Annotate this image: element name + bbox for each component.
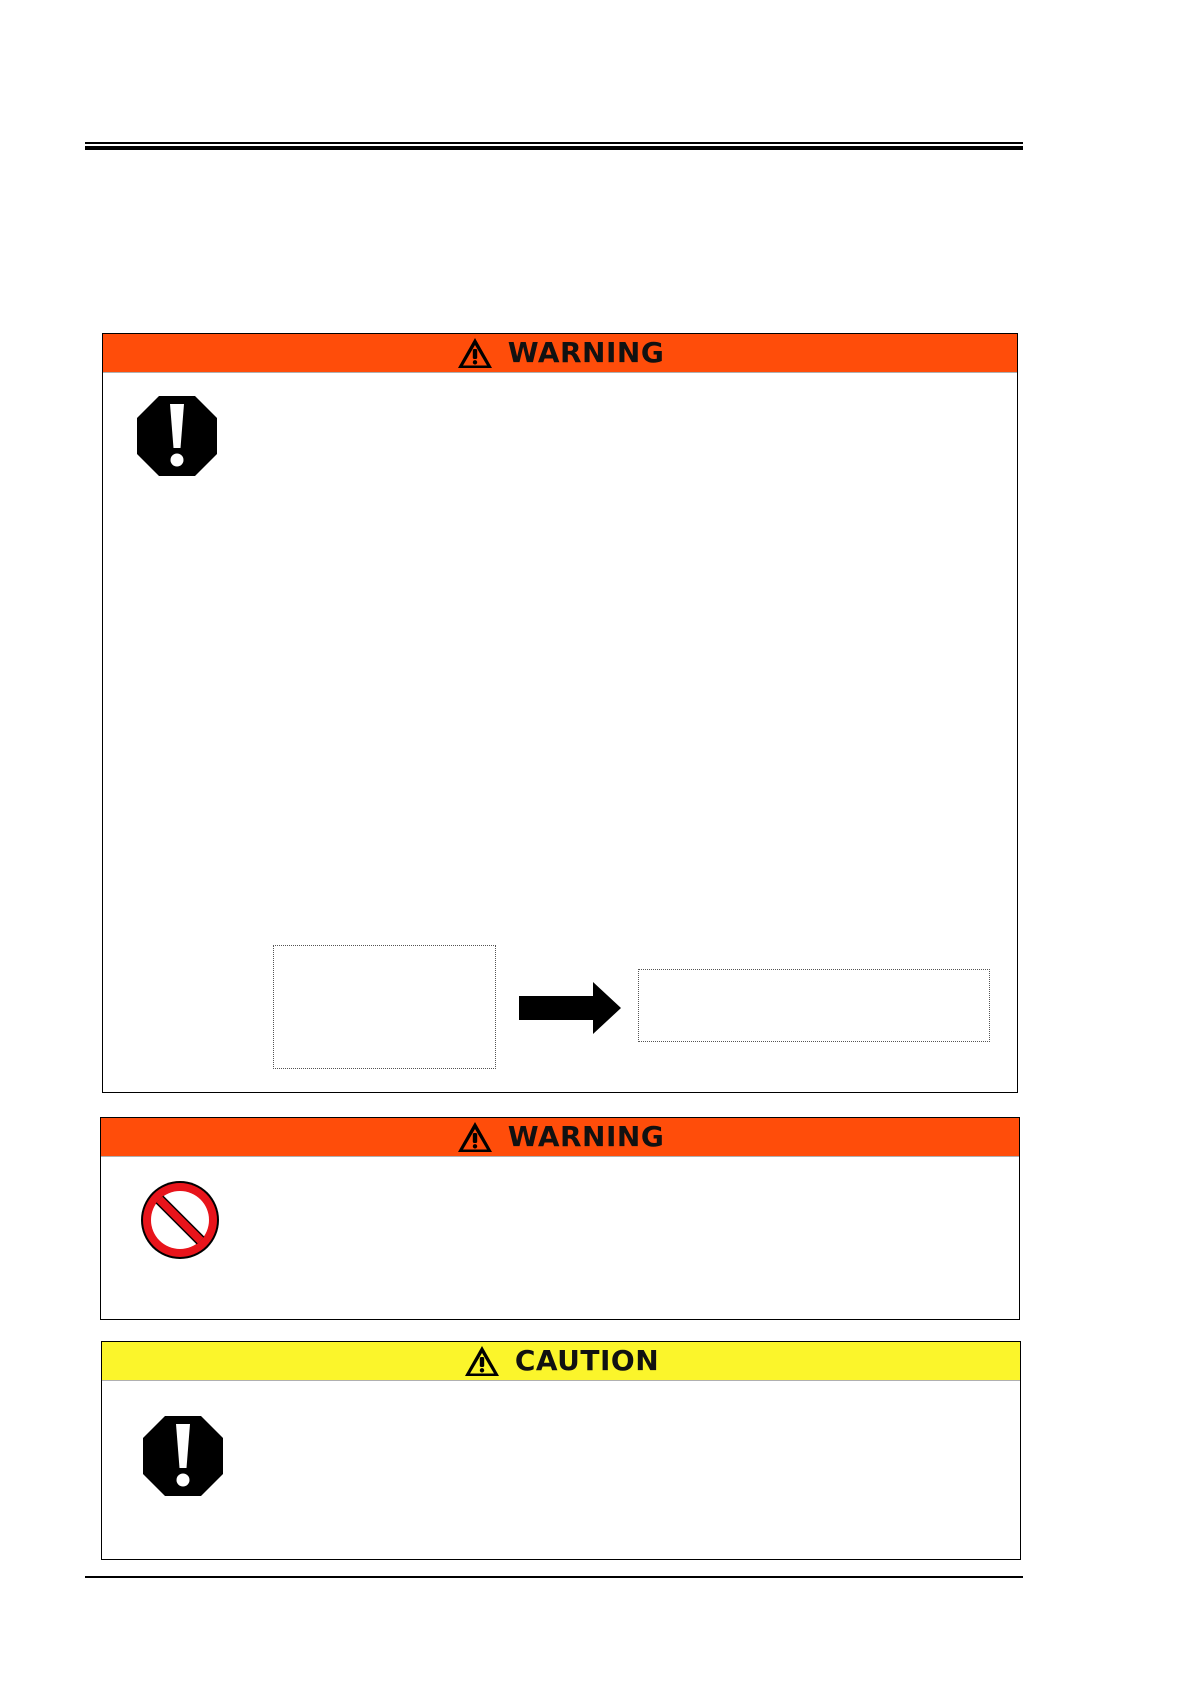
caution-panel: [101, 1341, 1021, 1560]
header-rule-thick: [85, 146, 1023, 150]
warning-panel-1: [102, 333, 1018, 1093]
caution-panel-header: [102, 1342, 1020, 1381]
right-arrow-icon: [519, 982, 621, 1034]
caution-panel-title: CAUTION: [514, 1344, 660, 1377]
after-figure-box: [638, 969, 990, 1042]
warning-panel-2-title: WARNING: [507, 1120, 665, 1153]
mandatory-action-icon: [135, 394, 219, 478]
warning-panel-1-title: WARNING: [507, 336, 665, 369]
warning-triangle-icon: [456, 336, 494, 370]
mandatory-action-icon: [141, 1414, 225, 1498]
before-figure-box: [273, 945, 496, 1069]
prohibition-icon: [138, 1178, 222, 1262]
header-double-rule: [85, 142, 1023, 150]
warning-panel-1-header: [103, 334, 1017, 373]
footer-rule: [85, 1576, 1023, 1578]
header-rule-thin: [85, 142, 1023, 144]
warning-panel-2: [100, 1117, 1020, 1320]
caution-triangle-icon: [463, 1344, 501, 1378]
warning-triangle-icon: [456, 1120, 494, 1154]
warning-panel-2-header: [101, 1118, 1019, 1157]
